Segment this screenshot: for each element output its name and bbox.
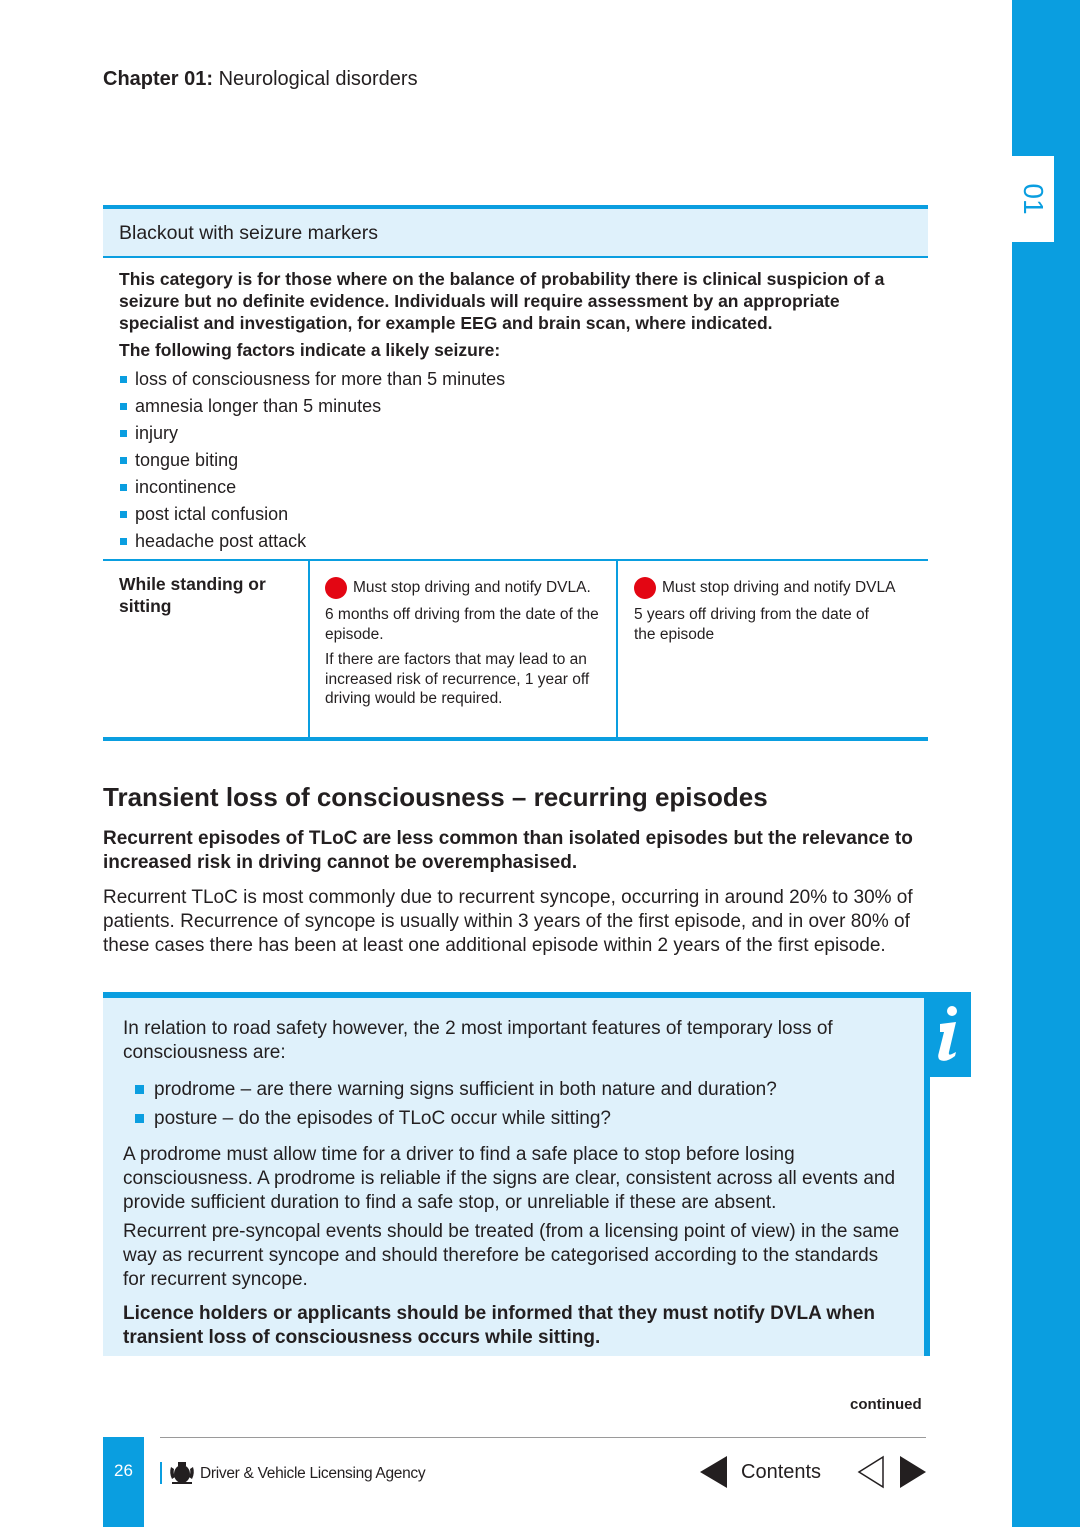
footer-rule	[160, 1437, 926, 1438]
table-bottom-rule	[103, 737, 928, 741]
red-dot-icon	[325, 577, 347, 599]
royal-crest-icon	[168, 1461, 196, 1485]
blackout-intro: This category is for those where on the balance of probability there is clinical suspicion of a seizure but no definite evidence. Individuals will require assessment by an appropriate specialist and investigation, for example EEG and brain scan, where indicated.	[119, 269, 885, 333]
group1-recurrence: If there are factors that may lead to an increased risk of recurrence, 1 year off driving would be required.	[325, 651, 590, 707]
column-divider	[308, 561, 310, 737]
group2-standard-cell	[634, 577, 919, 650]
page-number: 26	[114, 1461, 133, 1480]
red-dot-icon	[634, 577, 656, 599]
blackout-table-header	[103, 205, 928, 258]
list-item: loss of consciousness for more than 5 minutes	[119, 366, 909, 393]
list-item: post ictal confusion	[119, 501, 909, 528]
contents-label: Contents	[741, 1460, 822, 1483]
group2-must-notify	[634, 577, 919, 599]
info-icon	[928, 992, 971, 1077]
blackout-factors-lead: The following factors indicate a likely seizure:	[119, 340, 501, 360]
table-row-divider	[103, 559, 928, 561]
chapter-title: Neurological disorders	[218, 68, 418, 90]
group2-must-text: Must stop driving and notify DVLA	[662, 579, 896, 597]
section-title: Transient loss of consciousness – recurring episodes	[103, 782, 768, 812]
chapter-tab-label: 01	[1018, 183, 1049, 215]
continued-label: continued	[850, 1396, 922, 1413]
group1-must-text: Must stop driving and notify DVLA.	[353, 579, 591, 597]
previous-page-button[interactable]	[856, 1455, 886, 1489]
info-prodrome-paragraph: A prodrome must allow time for a driver to find a safe place to stop before losing consciousness. A prodrome is reliable if the signs are clear, consistent across all events and provide sufficient duration to find a safe stop, or unreliable if these are absent.	[123, 1144, 896, 1213]
next-page-button[interactable]	[898, 1455, 928, 1489]
info-notify-paragraph: Licence holders or applicants should be informed that they must notify DVLA when transient loss of consciousness occurs while sitting.	[123, 1303, 875, 1348]
section-lead: Recurrent episodes of TLoC are less common than isolated episodes but the relevance to increased risk in driving cannot be overemphasised.	[103, 828, 913, 873]
blackout-title: Blackout with seizure markers	[119, 222, 379, 244]
list-item: injury	[119, 420, 909, 447]
chapter-heading	[103, 68, 418, 91]
group2-duration: 5 years off driving from the date of the episode	[634, 606, 869, 643]
section-body: Recurrent TLoC is most commonly due to recurrent syncope, occurring in around 20% to 30% of patients. Recurrence of syncope is usually within 3 years of the first episode, and in over 80% of these cases there has been at least one additional episode within 2 years of the first episode.	[103, 887, 913, 956]
group1-must-notify	[325, 577, 610, 599]
agency-name: Driver & Vehicle Licensing Agency	[200, 1465, 426, 1482]
page-number-tab	[103, 1437, 144, 1527]
list-item: prodrome – are there warning signs sufficient in both nature and duration?	[123, 1075, 903, 1104]
group1-standard-cell	[325, 577, 610, 715]
seizure-factor-list	[119, 366, 909, 555]
list-item: incontinence	[119, 474, 909, 501]
chapter-number: Chapter 01:	[103, 68, 214, 90]
list-item: tongue biting	[119, 447, 909, 474]
info-presyncopal-paragraph: Recurrent pre-syncopal events should be treated (from a licensing point of view) in the same way as recurrent syncope and should therefore be categorised according to the standards for recurrent syncope.	[123, 1221, 900, 1290]
list-item: headache post attack	[119, 528, 909, 555]
blackout-description	[119, 268, 909, 555]
footer-accent-bar	[160, 1462, 162, 1484]
row-label: While standing or sitting	[119, 574, 266, 616]
contents-link[interactable]	[700, 1456, 821, 1488]
list-item: posture – do the episodes of TLoC occur while sitting?	[123, 1104, 903, 1133]
chapter-tab[interactable]	[1012, 156, 1054, 242]
group1-duration: 6 months off driving from the date of the episode.	[325, 606, 599, 643]
list-item: amnesia longer than 5 minutes	[119, 393, 909, 420]
info-intro: In relation to road safety however, the 2 most important features of temporary loss of consciousness are:	[123, 1018, 833, 1063]
info-feature-list	[123, 1075, 903, 1133]
contents-arrow-icon	[700, 1456, 727, 1488]
column-divider	[616, 561, 618, 737]
info-content	[123, 1017, 903, 1360]
